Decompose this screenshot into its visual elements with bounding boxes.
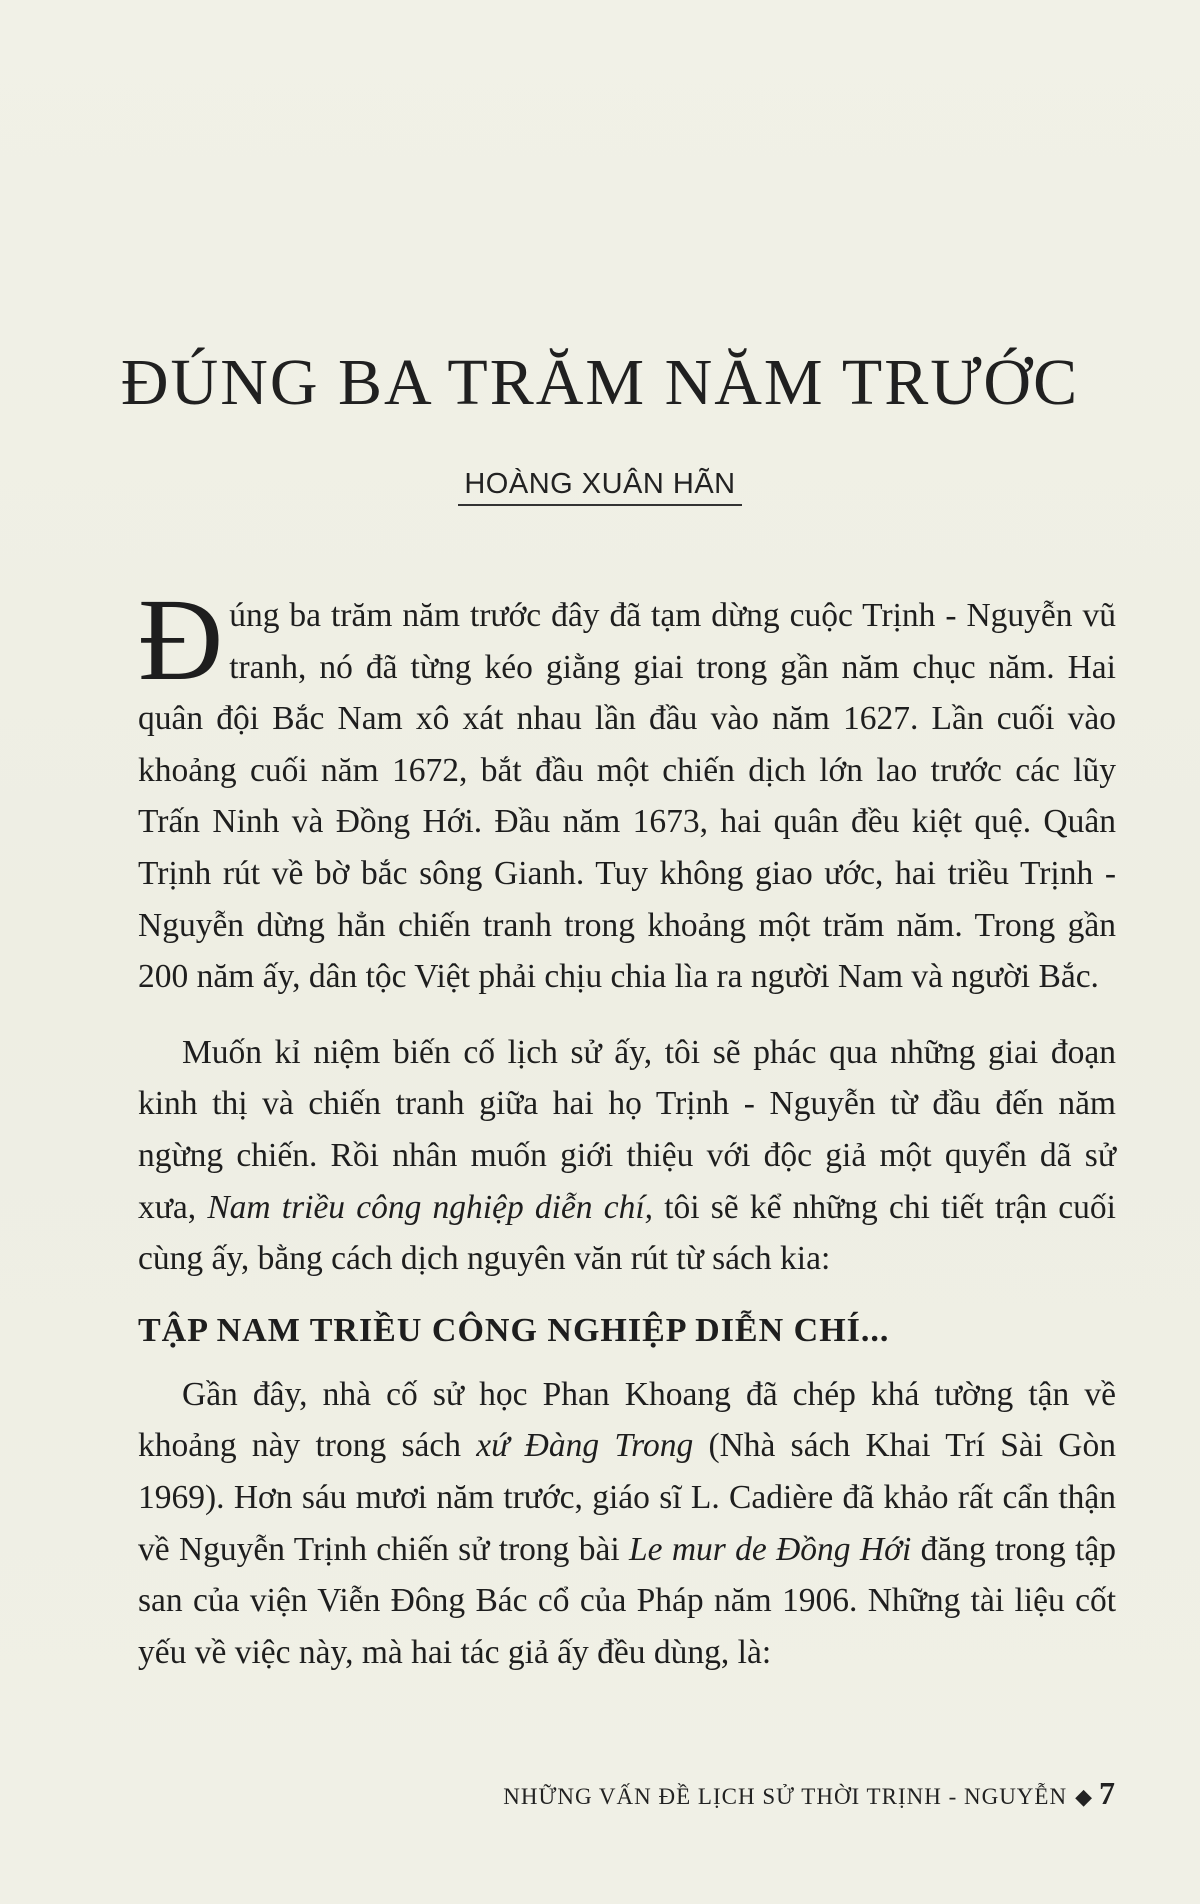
paragraph-3-text-c: đăng trong tập san của viện Viễn Đông Bác cổ của Pháp năm 1906. Những tài liệu cốt yếu về việc này, mà hai tác giả ấy đều dùng, là: <box>138 1530 1117 1671</box>
page-number: 7 <box>1099 1775 1116 1811</box>
author-line <box>0 468 1200 501</box>
paragraph-3 <box>138 1369 1116 1679</box>
section-heading: TẬP NAM TRIỀU CÔNG NGHIỆP DIỄN CHÍ... <box>138 1311 890 1349</box>
paragraph-2 <box>138 1027 1116 1285</box>
running-title: NHỮNG VẤN ĐỀ LỊCH SỬ THỜI TRỊNH - NGUYỄN <box>503 1784 1068 1809</box>
page-footer <box>503 1775 1116 1812</box>
paragraph-1 <box>138 574 1116 1003</box>
article-title: ĐÚNG BA TRĂM NĂM TRƯỚC <box>120 346 1080 419</box>
paragraph-3-book-title: xứ Đàng Trong <box>476 1427 694 1465</box>
paragraph-3-text-a: Gần đây, nhà cố sử học Phan Khoang đã chép khá tường tận về khoảng này trong sách <box>138 1375 1116 1465</box>
paragraph-3-article-title: Le mur de Đồng Hới <box>629 1530 912 1568</box>
author-name: HOÀNG XUÂN HÃN <box>458 468 741 506</box>
paragraph-2-text-a: Muốn kỉ niệm biến cố lịch sử ấy, tôi sẽ phác qua những giai đoạn kinh thị và chiến tranh giữa hai họ Trịnh - Nguyễn từ đầu đến năm ngừng chiến. Rồi nhân muốn giới thiệu với độc giả một quyển dã sử xưa, <box>138 1033 1116 1226</box>
article-body <box>138 574 1117 1678</box>
drop-cap: Đ <box>138 574 224 705</box>
diamond-icon: ◆ <box>1075 1784 1093 1809</box>
paragraph-2-book-title: Nam triều công nghiệp diễn chí, <box>207 1188 654 1226</box>
paragraph-1-text: úng ba trăm năm trước đây đã tạm dừng cuộc Trịnh - Nguyễn vũ tranh, nó đã từng kéo giằng giai trong gần năm chục năm. Hai quân đội Bắc Nam xô xát nhau lần đầu vào năm 1627. Lần cuối vào khoảng cuối năm 1672, bắt đầu một chiến dịch lớn lao trước các lũy Trấn Ninh và Đồng Hới. Đầu năm 1673, hai quân đều kiệt quệ. Quân Trịnh rút về bờ bắc sông Gianh. Tuy không giao ước, hai triều Trịnh - Nguyễn dừng hẳn chiến tranh trong khoảng một trăm năm. Trong gần 200 năm ấy, dân tộc Việt phải chịu chia lìa ra người Nam và người Bắc. <box>138 597 1116 996</box>
paragraph-2-text-b: tôi sẽ kể những chi tiết trận cuối cùng ấy, bằng cách dịch nguyên văn rút từ sách kia: <box>138 1188 1116 1278</box>
paragraph-3-text-b: (Nhà sách Khai Trí Sài Gòn 1969). Hơn sáu mươi năm trước, giáo sĩ L. Cadière đã khảo rất cẩn thận về Nguyễn Trịnh chiến sử trong bài <box>138 1427 1116 1568</box>
